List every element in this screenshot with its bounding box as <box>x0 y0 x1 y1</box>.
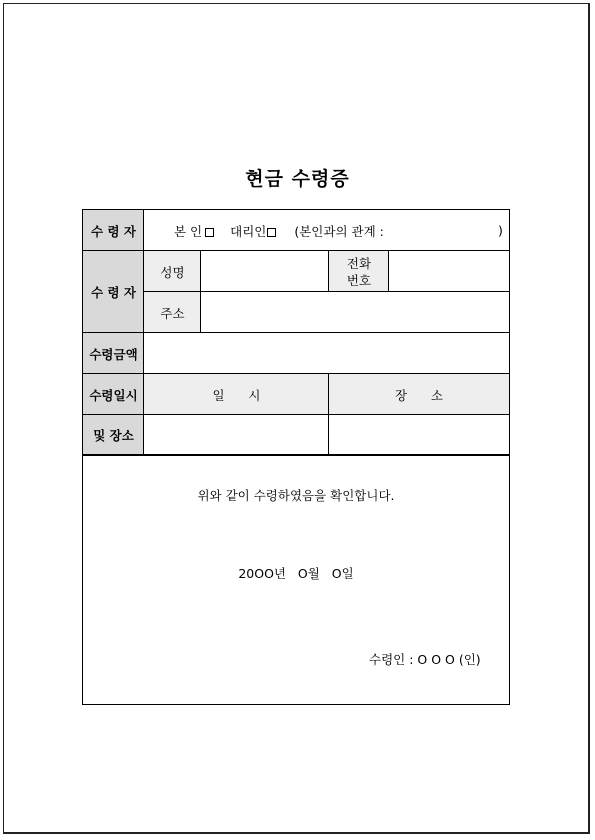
agent-option-label: 대리인 <box>230 223 267 239</box>
grid-line <box>83 250 509 251</box>
place-header: 장 소 <box>329 374 509 415</box>
grid-line <box>388 251 389 292</box>
agent-option[interactable] <box>230 222 276 240</box>
receipt-form <box>82 209 510 705</box>
name-label: 성명 <box>144 251 201 292</box>
grid-line <box>200 251 201 333</box>
confirmation-text: 위와 같이 수령하였음을 확인합니다. <box>197 488 395 503</box>
place-field[interactable] <box>329 415 509 455</box>
address-label: 주소 <box>144 292 201 333</box>
grid-line <box>143 210 144 455</box>
phone-field[interactable] <box>389 251 509 292</box>
recipient-type-label: 수 령 자 <box>83 210 144 251</box>
grid-line <box>83 373 509 374</box>
amount-field[interactable] <box>144 333 509 374</box>
self-option-label: 본 인 <box>174 223 203 239</box>
relation-close: ) <box>498 223 503 238</box>
grid-line <box>144 291 509 292</box>
grid-line <box>328 251 329 292</box>
grid-line <box>83 414 509 415</box>
amount-label: 수령금액 <box>83 333 144 374</box>
grid-line <box>328 374 329 455</box>
phone-label-line1: 전화 <box>346 255 372 271</box>
datetime-label: 수령일시 <box>83 374 144 415</box>
signer-text: 수령인 : O O O (인) <box>369 652 481 667</box>
address-field[interactable] <box>201 292 509 333</box>
grid-line-thick <box>83 454 509 456</box>
date-text: 20OO년 O월 O일 <box>238 566 354 581</box>
relation-label: (본인과의 관계 : <box>294 223 384 239</box>
datetime-header: 일 시 <box>144 374 329 415</box>
self-option[interactable] <box>174 222 214 240</box>
self-checkbox[interactable] <box>205 228 214 237</box>
name-field[interactable] <box>201 251 329 292</box>
agent-checkbox[interactable] <box>267 228 276 237</box>
recipient-label: 수 령 자 <box>83 251 144 333</box>
place-label: 및 장소 <box>83 415 144 455</box>
datetime-field[interactable] <box>144 415 329 455</box>
phone-label-line2: 번호 <box>346 272 372 288</box>
document-title: 현금 수령증 <box>245 168 350 190</box>
grid-line <box>83 332 509 333</box>
phone-label <box>329 251 389 292</box>
recipient-type-options <box>144 210 509 251</box>
